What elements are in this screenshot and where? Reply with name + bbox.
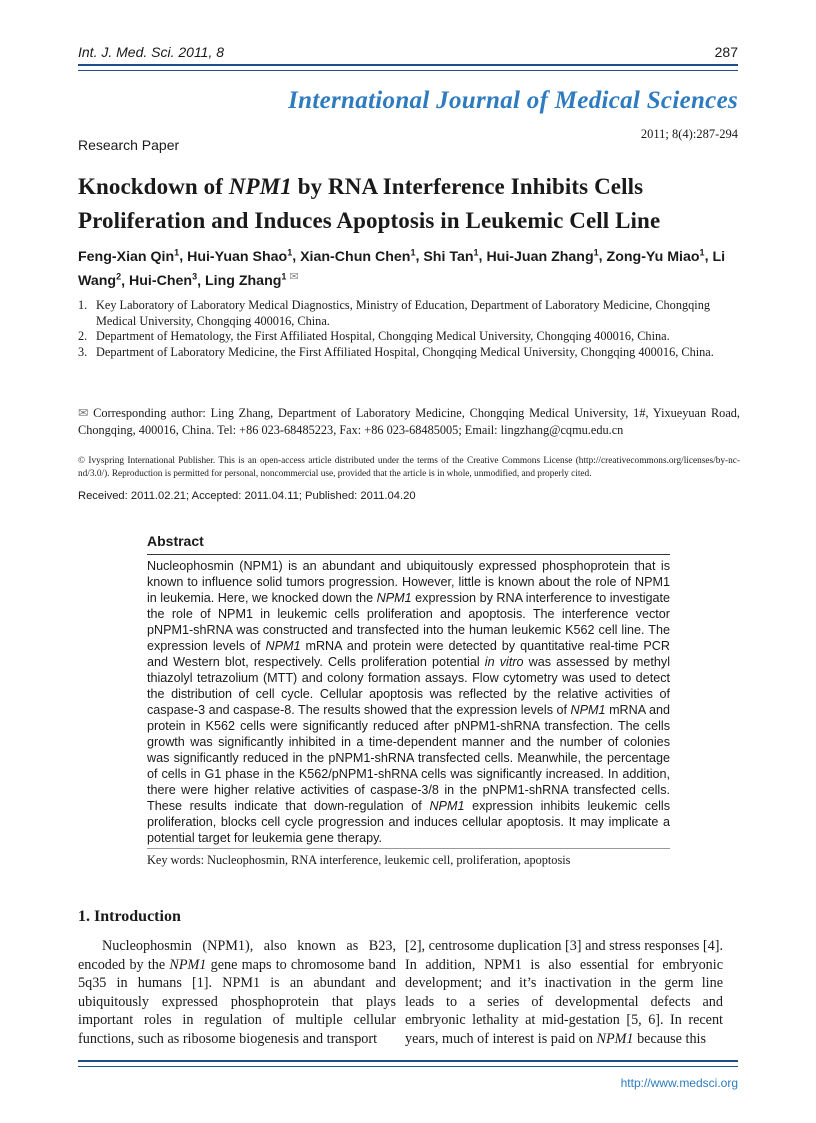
- abstract-body: Nucleophosmin (NPM1) is an abundant and ubiquitously expressed phosphoprotein that is known to influence solid tumors progression. However, little is known about the role of NPM1 in leukemia. Here, we knocked down the NPM1 expression by RNA interference to investigate the role of NPM1 in leukemic cells proliferation and apoptosis. The interference vector pNPM1-shRNA was constructed and transfected into the human leukemic K562 cell line. The expression levels of NPM1 mRNA and protein were detected by quantitative real-time PCR and Western blot, respectively. Cells proliferation potential in vitro was assessed by methyl thiazolyl tetrazolium (MTT) and colony formation assays. Flow cytometry was used to detect the distribution of cell cycle. Cellular apoptosis was reflected by the relative activities of caspase-3 and caspase-8. The results showed that the expression levels of NPM1 mRNA and protein in K562 cells were significantly reduced after pNPM1-shRNA transfection. The cells growth was significantly inhibited in a time-dependent manner and the number of colonies was significantly reduced in the pNPM1-shRNA transfected cells. Meanwhile, the percentage of cells in G1 phase in the K562/pNPM1-shRNA cells was significantly increased. In addition, there were higher relative activities of caspase-3/8 in the pNPM1-shRNA transfected cells. These results indicate that down-regulation of NPM1 expression inhibits leukemic cells proliferation, blocks cell cycle progression and induces cellular apoptosis. It may implicate a potential target for leukemia gene therapy.: [147, 559, 670, 845]
- author-affiliation-mark: 1: [410, 247, 416, 257]
- author-name: Zong-Yu Miao$^1$: [606, 247, 705, 265]
- author-affiliation-mark: 1: [593, 247, 599, 257]
- license-note: © Ivyspring International Publisher. This is an open-access article distributed under the terms of the Creative Commons License (http://creativecommons.org/licenses/by-nc-nd/3.0/). Reproduction is permitted for personal, noncommercial use, provided that the article is in whole, unmodified, and properly cited.: [78, 456, 740, 479]
- author-name: Hui-Yuan Shao$^1$: [187, 247, 293, 265]
- keywords: Key words: Nucleophosmin, RNA interference, leukemic cell, proliferation, apoptosis: [147, 853, 571, 867]
- page-number: 287: [714, 44, 738, 60]
- author-name: Li Wang$^2$: [78, 248, 726, 290]
- body-column-right: [2], centrosome duplication [3] and stress responses [4]. In addition, NPM1 is also essential for embryonic development; and it’s inactivation in the germ line leads to a series of developmental defects and embryonic lethality at mid-gestation [5, 6]. In recent years, much of interest is paid on NPM1 because this: [405, 938, 723, 1047]
- author-affiliation-mark: 1: [699, 247, 705, 257]
- author-affiliation-mark: 1: [473, 247, 479, 257]
- affiliation-item: 1. Key Laboratory of Laboratory Medical Diagnostics, Ministry of Education, Department of Laboratory Medicine, Chongqing Medical University, Chongqing 400016, China.: [78, 298, 710, 328]
- author-name: Ling Zhang$^1$: [204, 271, 287, 290]
- envelope-icon: ✉: [78, 406, 89, 420]
- author-affiliation-mark: 1: [281, 271, 287, 282]
- corresponding-envelope-icon: ✉: [286, 270, 299, 283]
- journal-name: International Journal of Medical Sciences: [288, 87, 738, 114]
- section-heading-introduction: 1. Introduction: [78, 908, 181, 925]
- body-column-left: Nucleophosmin (NPM1), also known as B23, encoded by the NPM1 gene maps to chromosome band 5q35 in humans [1]. NPM1 is an abundant and ubiquitously expressed phosphoprotein that plays important roles in regulation of multiple cellular functions, such as ribosome biogenesis and transport: [78, 938, 396, 1047]
- running-header-citation: Int. J. Med. Sci. 2011, 8: [78, 44, 225, 60]
- abstract-divider: [147, 848, 670, 849]
- author-name: Feng-Xian Qin$^1$: [78, 247, 180, 265]
- article-title: Knockdown of NPM1 by RNA Interference Inhibits Cells Proliferation and Induces Apoptosis in Leukemic Cell Line: [78, 174, 661, 233]
- affiliation-item: 2. Department of Hematology, the First Affiliated Hospital, Chongqing Medical University, Chongqing 400016, China.: [78, 329, 670, 343]
- author-affiliation-mark: 1: [174, 247, 180, 257]
- footer-rule: [78, 1060, 738, 1067]
- title-gene: NPM1: [228, 174, 292, 199]
- abstract-rule: [147, 554, 670, 555]
- author-name: Shi Tan$^1$: [423, 247, 479, 265]
- affiliation-list: [78, 298, 740, 360]
- volume-info: 2011; 8(4):287-294: [640, 127, 738, 141]
- header-rule: [78, 64, 738, 71]
- author-name: Xian-Chun Chen$^1$: [300, 247, 416, 265]
- author-name: Hui-Chen$^3$: [129, 271, 198, 290]
- publication-dates: Received: 2011.02.21; Accepted: 2011.04.11; Published: 2011.04.20: [78, 490, 416, 502]
- corresponding-author: ✉ Corresponding author: Ling Zhang, Department of Laboratory Medicine, Chongqing Medical University, 1#, Yixueyuan Road, Chongqing, 400016, China. Tel: +86 023-68485223, Fax: +86 023-68485005; Email: lingzhang@cqmu.edu.cn: [78, 406, 740, 437]
- author-name: Hui-Juan Zhang$^1$: [486, 247, 599, 265]
- abstract-heading: Abstract: [147, 533, 204, 549]
- affiliation-item: 3. Department of Laboratory Medicine, the First Affiliated Hospital, Chongqing Medical University, Chongqing 400016, China.: [78, 344, 714, 359]
- author-affiliation-mark: 1: [287, 247, 293, 257]
- journal-website-link[interactable]: http://www.medsci.org: [620, 1076, 738, 1090]
- author-list: Feng-Xian Qin$^1$, Hui-Yuan Shao$^1$, Xian-Chun Chen$^1$, Shi Tan$^1$, Hui-Juan Zhang$^1$, Zong-Yu Miao$^1$, Li Wang$^2$, Hui-Chen$^3$, Ling Zhang$^1$ ✉: [78, 247, 726, 290]
- article-type: Research Paper: [78, 137, 180, 153]
- author-affiliation-mark: 2: [116, 271, 122, 282]
- author-affiliation-mark: 3: [192, 271, 198, 282]
